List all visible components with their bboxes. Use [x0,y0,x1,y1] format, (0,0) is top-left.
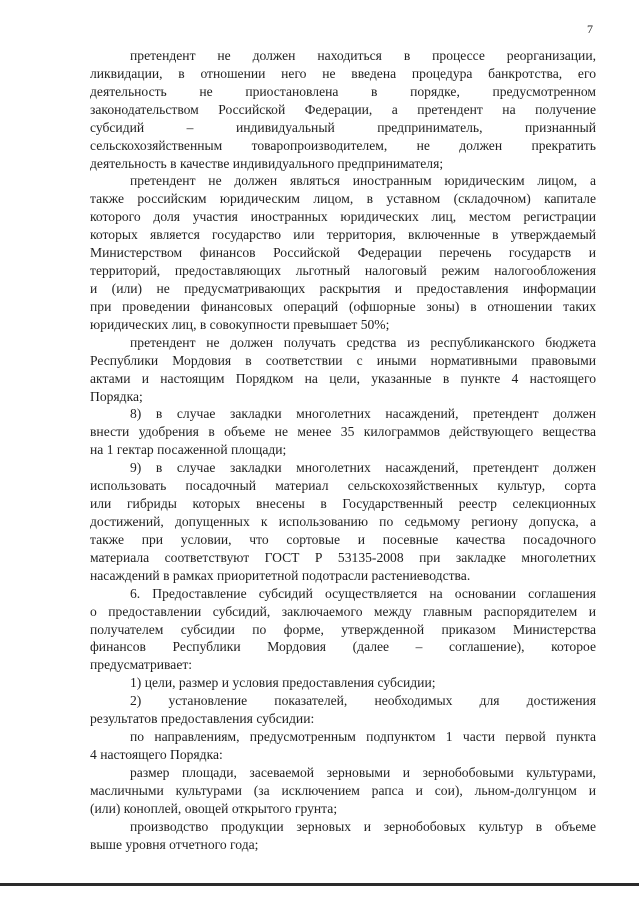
text-line: размер площади, засеваемой зерновыми и зернобобовыми культурами, [130,764,596,780]
text-line: деятельность в качестве индивидуального предпринимателя; [90,155,444,171]
text-line: которого доля участия иностранных юридических лиц, местом регистрации [90,209,596,225]
text-line: законодательством Российской Федерации, а претендент на получение [90,101,596,117]
text-line: ликвидации, в отношении него не введена процедура банкротства, его [90,65,596,81]
text-line: достижений, допущенных к использованию по седьмому региону допуска, а [90,513,596,529]
document-body [90,47,596,853]
text-line: масличными культурами (за исключением рапса и сои), льном-долгунцом и [90,782,596,798]
text-line: сельскохозяйственным товаропроизводителем, не должен прекратить [90,137,596,153]
page-number: 7 [587,22,593,36]
text-line: территорий, предоставляющих льготный налоговый режим налогообложения [90,263,596,279]
text-line: также российским юридическим лицом, в уставном (складочном) капитале [90,191,596,207]
text-line: деятельность не приостановлена в порядке, предусмотренном [90,83,596,99]
text-line: Порядка; [90,388,143,404]
text-line: материала соответствуют ГОСТ Р 53135-2008 при закладке многолетних [90,549,596,565]
text-line: насаждений в рамках приоритетной подотрасли растениеводства. [90,567,471,583]
text-line: также при условии, что сортовые и посевные качества посадочного [90,531,596,547]
text-line: актами и настоящим Порядком на цели, указанные в пункте 4 настоящего [90,370,596,386]
text-line: предусматривает: [90,657,193,673]
text-line: юридических лиц, в совокупности превышает 50%; [90,316,390,332]
text-line: 1) цели, размер и условия предоставления субсидии; [130,675,436,691]
text-line: 9) в случае закладки многолетних насаждений, претендент должен [130,460,596,476]
text-line: 8) в случае закладки многолетних насаждений, претендент должен [130,406,596,422]
scan-bottom-edge [0,883,639,886]
text-line: на 1 гектар посаженной площади; [90,442,287,458]
text-line: использовать посадочный материал сельскохозяйственных культур, сорта [90,478,596,494]
text-line: при проведении финансовых операций (офшорные зоны) в отношении таких [90,298,596,314]
text-line: претендент не должен являться иностранным юридическим лицом, а [130,173,596,189]
text-line: и (или) не предусматривающих раскрытия и предоставления информации [90,280,596,296]
text-line: внести удобрения в объеме не менее 35 килограммов действующего вещества [90,424,596,440]
text-line: финансов Республики Мордовия (далее – соглашение), которое [90,639,596,655]
text-line: по направлениям, предусмотренным подпунктом 1 части первой пункта [130,729,596,745]
text-line: результатов предоставления субсидии: [90,711,315,727]
text-line: Министерством финансов Российской Федерации перечень государств и [90,245,596,261]
text-line: получателем субсидии по форме, утвержденной приказом Министерства [90,621,596,637]
text-line: субсидий – индивидуальный предприниматель, признанный [90,119,596,135]
text-line: 6. Предоставление субсидий осуществляется на основании соглашения [130,585,596,601]
text-line: претендент не должен находиться в процессе реорганизации, [130,48,596,63]
text-line: Республики Мордовия в соответствии с иными нормативными правовыми [90,352,596,368]
text-line: 4 настоящего Порядка: [90,746,223,762]
text-line: претендент не должен получать средства из республиканского бюджета [130,334,596,350]
text-line: которых является государство или территория, включенные в утверждаемый [90,227,596,243]
text-line: производство продукции зерновых и зернобобовых культур в объеме [130,818,596,834]
text-line: (или) коноплей, овощей открытого грунта; [90,800,338,816]
text-line: о предоставлении субсидий, заключаемого между главным распорядителем и [90,603,596,619]
text-line: или гибриды которых внесены в Государственный реестр селекционных [90,496,596,512]
text-line: 2) установление показателей, необходимых для достижения [130,693,596,709]
text-line: выше уровня отчетного года; [90,836,259,852]
